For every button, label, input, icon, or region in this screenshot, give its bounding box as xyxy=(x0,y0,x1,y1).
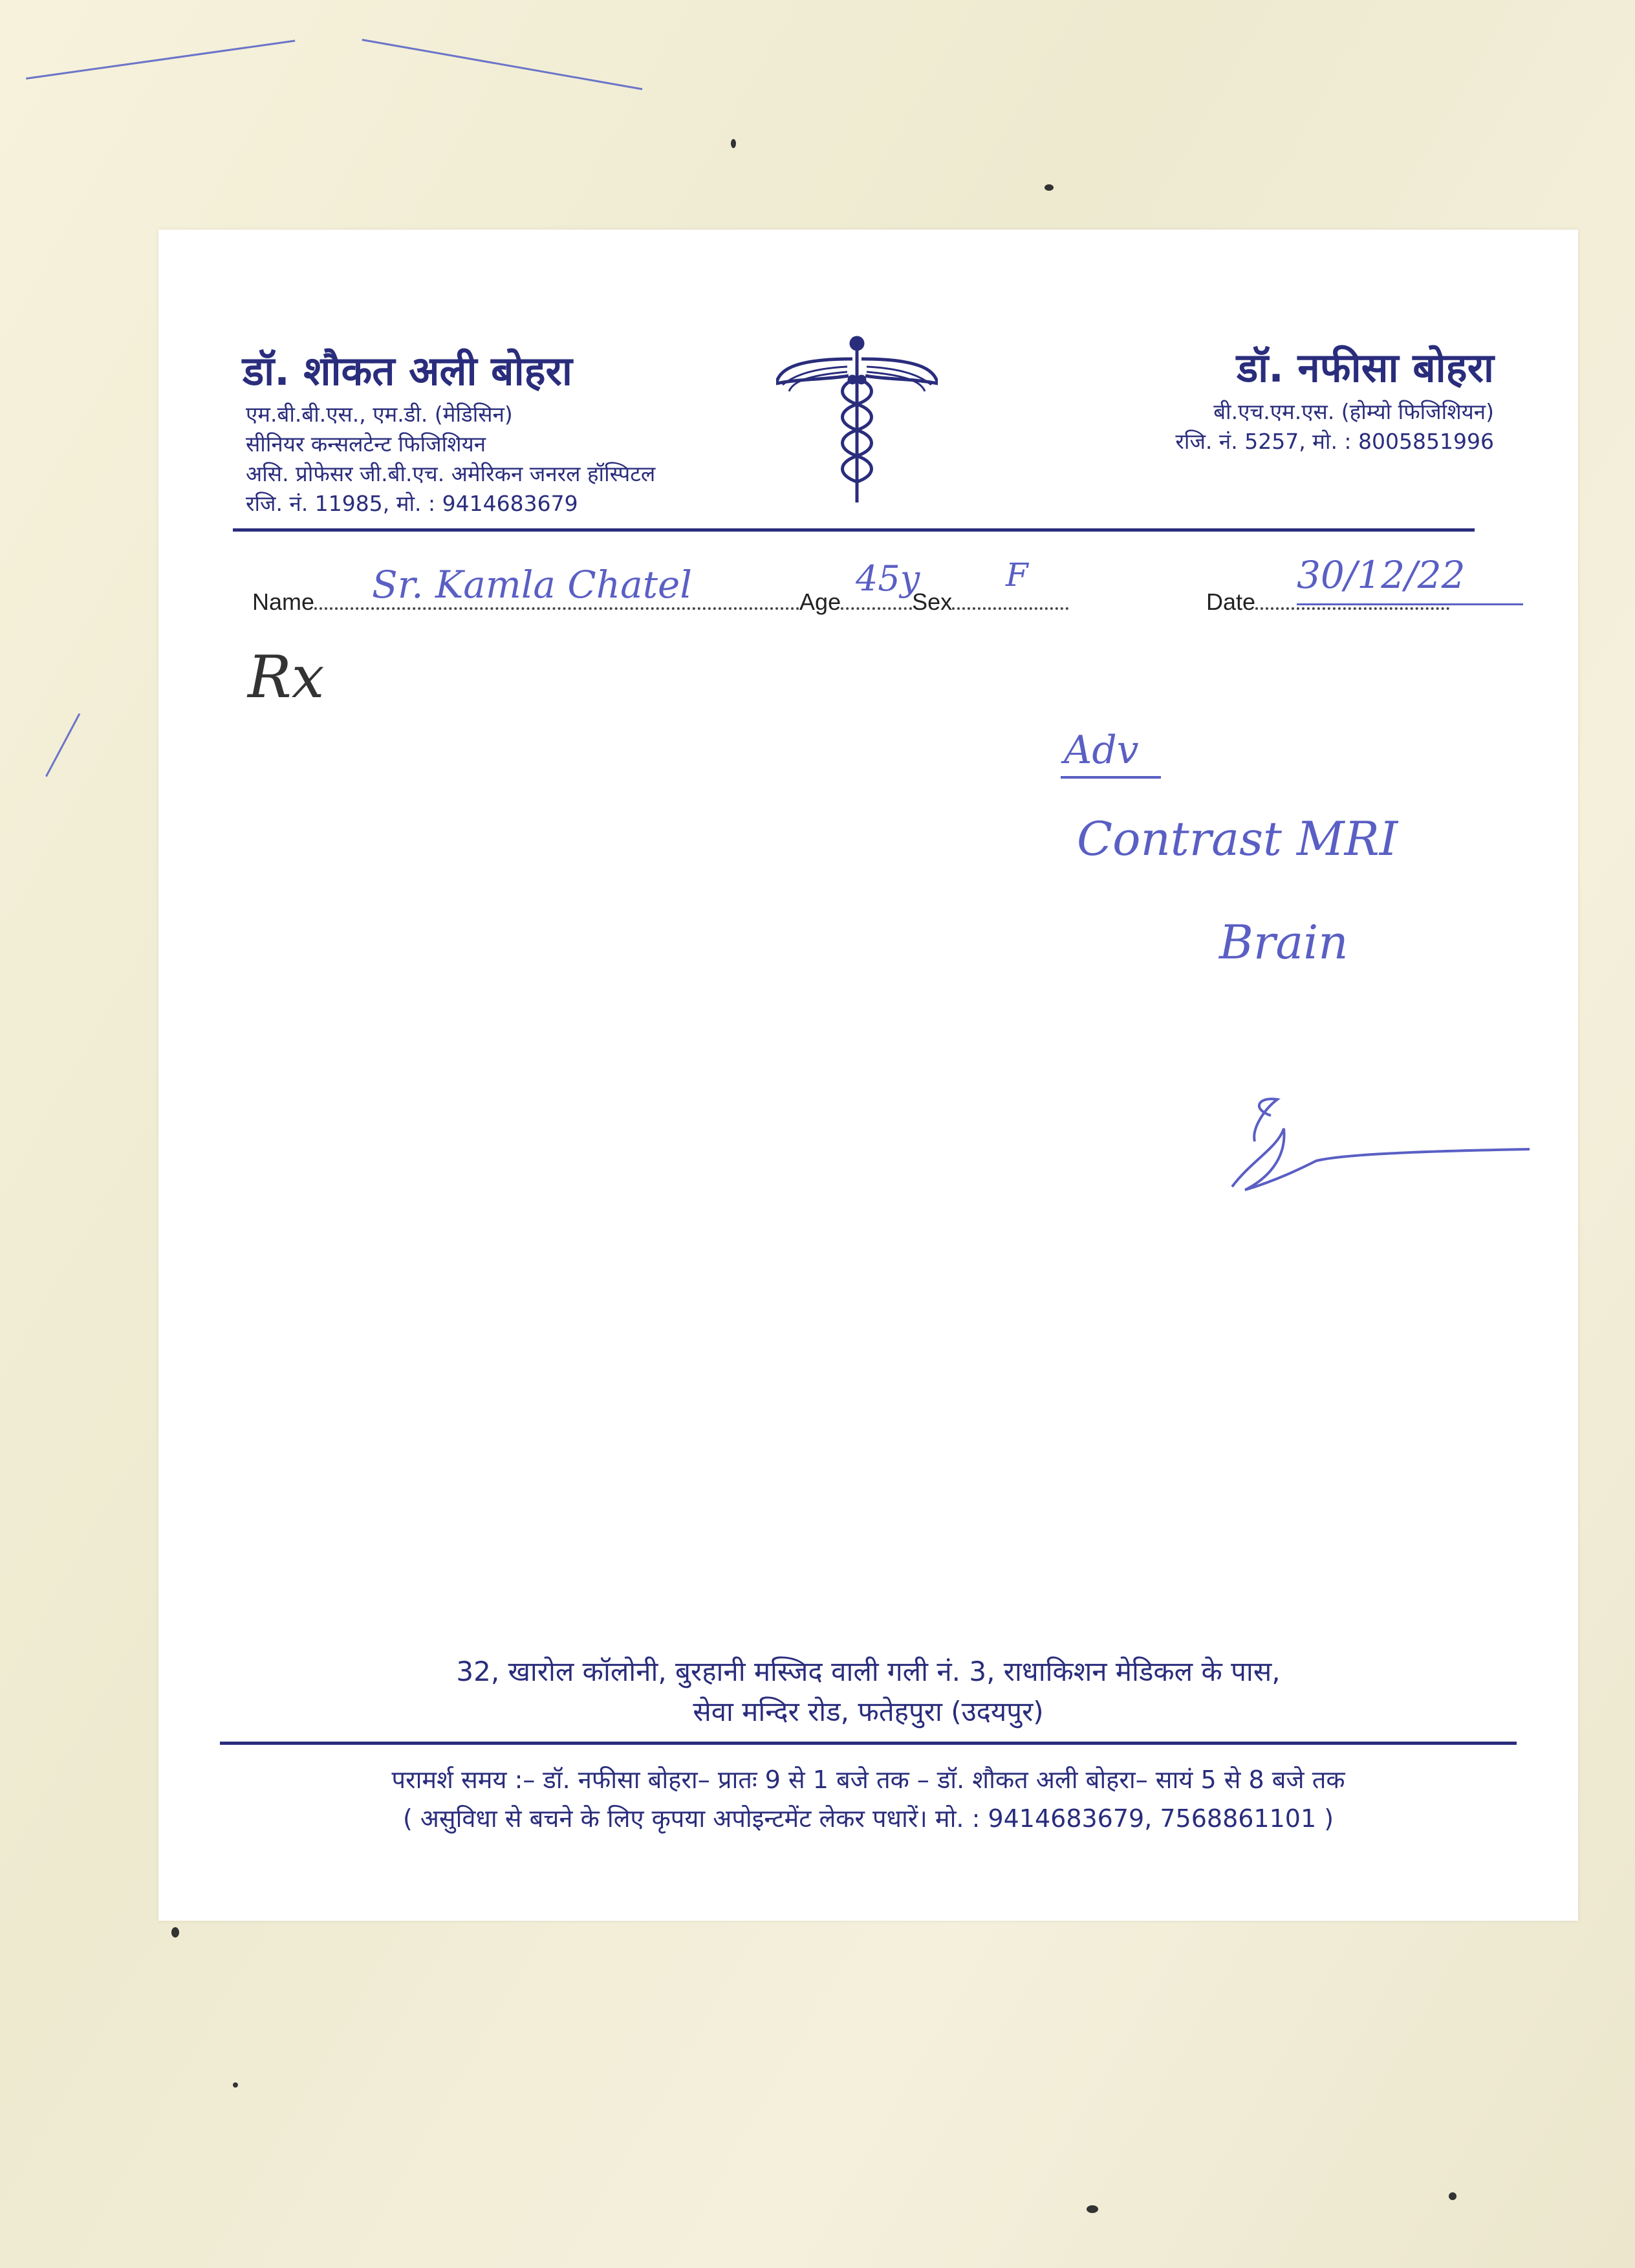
note-brain: Brain xyxy=(1219,915,1348,969)
footer-divider xyxy=(220,1742,1517,1745)
scan-speck xyxy=(171,1927,179,1938)
left-doctor-title: सीनियर कन्सलटेन्ट फिजिशियन xyxy=(246,431,486,457)
rx-symbol: Rx xyxy=(248,643,325,711)
handwritten-date: 30/12/22 xyxy=(1297,553,1466,597)
timings-line-2: ( असुविधा से बचने के लिए कृपया अपोइन्टमेंट लेकर पधारें। मो. : 9414683679, 7568861101 ) xyxy=(402,1804,1334,1833)
sex-dots xyxy=(952,592,1068,610)
note-contrast-mri: Contrast MRI xyxy=(1077,812,1398,866)
date-underline xyxy=(1297,603,1523,605)
caduceus-icon xyxy=(776,333,938,508)
left-doctor-name: डॉ. शौकत अली बोहरा xyxy=(243,347,572,394)
scan-speck xyxy=(1087,2205,1098,2213)
note-advice: Adv xyxy=(1064,728,1139,773)
age-label: Age xyxy=(799,589,841,615)
prescription-sheet xyxy=(158,230,1578,1921)
address-line-2: सेवा मन्दिर रोड, फतेहपुरा (उदयपुर) xyxy=(693,1696,1044,1727)
name-label: Name xyxy=(252,589,315,615)
advice-underline xyxy=(1061,776,1161,779)
right-doctor-registration: रजि. नं. 5257, मो. : 8005851996 xyxy=(1175,429,1494,454)
sex-label: Sex xyxy=(912,589,953,615)
scan-speck xyxy=(731,139,736,148)
date-label: Date xyxy=(1206,589,1256,615)
left-doctor-degree: एम.बी.बी.एस., एम.डी. (मेडिसिन) xyxy=(246,402,513,427)
scan-speck xyxy=(1045,184,1054,191)
left-doctor-registration: रजि. नं. 11985, मो. : 9414683679 xyxy=(246,491,578,516)
doctor-signature xyxy=(1226,1090,1536,1206)
handwritten-name: Sr. Kamla Chatel xyxy=(372,563,692,607)
scan-speck xyxy=(233,2082,238,2088)
scan-speck xyxy=(1449,2192,1456,2200)
right-doctor-name: डॉ. नफीसा बोहरा xyxy=(1237,344,1494,391)
address-line-1: 32, खारोल कॉलोनी, बुरहानी मस्जिद वाली गली नं. 3, राधाकिशन मेडिकल के पास, xyxy=(456,1656,1281,1687)
left-doctor-position: असि. प्रोफेसर जी.बी.एच. अमेरिकन जनरल हॉस्पिटल xyxy=(246,461,656,486)
timings-line-1: परामर्श समय :– डॉ. नफीसा बोहरा– प्रातः 9 से 1 बजे तक – डॉ. शौकत अली बोहरा– सायं 5 से 8 बजे तक xyxy=(391,1766,1345,1794)
right-doctor-degree: बी.एच.एम.एस. (होम्यो फिजिशियन) xyxy=(1213,399,1494,424)
header-divider xyxy=(233,528,1475,532)
handwritten-sex: F xyxy=(1006,556,1028,594)
handwritten-age: 45y xyxy=(856,558,920,599)
